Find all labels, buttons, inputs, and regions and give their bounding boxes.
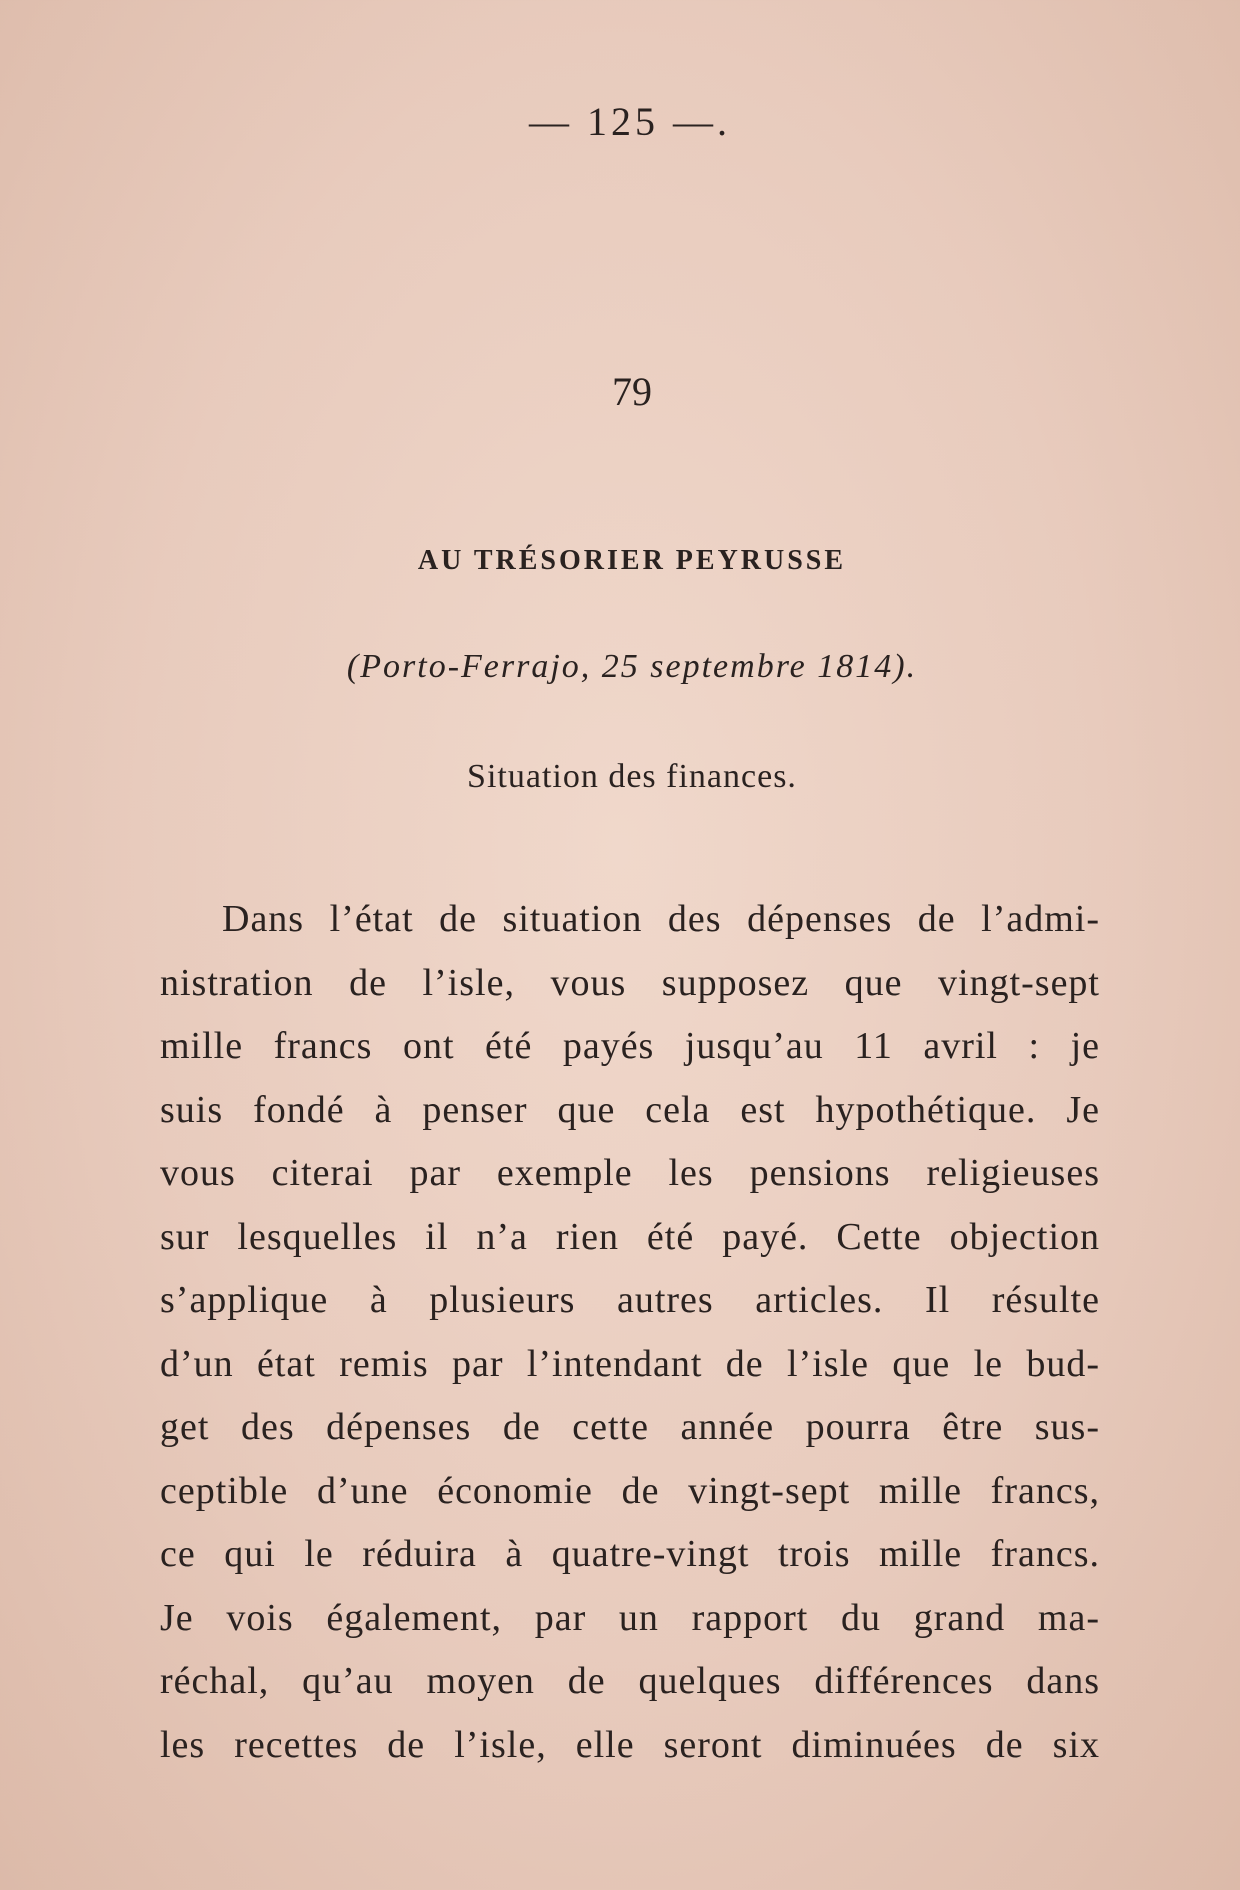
- body-line: s’applique à plusieurs autres articles. Il résulte: [160, 1279, 1100, 1321]
- body-line: ce qui le réduira à quatre-vingt trois mille francs.: [160, 1533, 1100, 1575]
- body-line: Je vois également, par un rapport du grand ma-: [160, 1596, 1100, 1639]
- body-line: vous citerai par exemple les pensions religieuses: [160, 1152, 1100, 1194]
- letter-dateline: (Porto-Ferrajo, 25 septembre 1814).: [346, 648, 918, 685]
- body-line: get des dépenses de cette année pourra être sus-: [160, 1406, 1100, 1448]
- letter-number: 79: [612, 369, 652, 414]
- letter-subject: Situation des finances.: [467, 758, 797, 795]
- body-line: réchal, qu’au moyen de quelques différences dans: [160, 1660, 1100, 1702]
- letter-body: [160, 888, 1100, 1777]
- body-line: d’un état remis par l’intendant de l’isle que le bud-: [160, 1342, 1100, 1385]
- body-line: sur lesquelles il n’a rien été payé. Cette objection: [160, 1215, 1100, 1258]
- body-line: suis fondé à penser que cela est hypothétique. Je: [160, 1088, 1100, 1131]
- body-line: mille francs ont été payés jusqu’au 11 avril : je: [160, 1025, 1100, 1067]
- letter-recipient: AU TRÉSORIER PEYRUSSE: [417, 545, 847, 576]
- page-number: — 125 —.: [529, 99, 731, 144]
- body-line: les recettes de l’isle, elle seront diminuées de six: [160, 1723, 1100, 1766]
- body-line: Dans l’état de situation des dépenses de l’admi-: [222, 898, 1100, 940]
- body-line: ceptible d’une économie de vingt-sept mille francs,: [160, 1469, 1100, 1512]
- body-line: nistration de l’isle, vous supposez que vingt-sept: [160, 961, 1100, 1004]
